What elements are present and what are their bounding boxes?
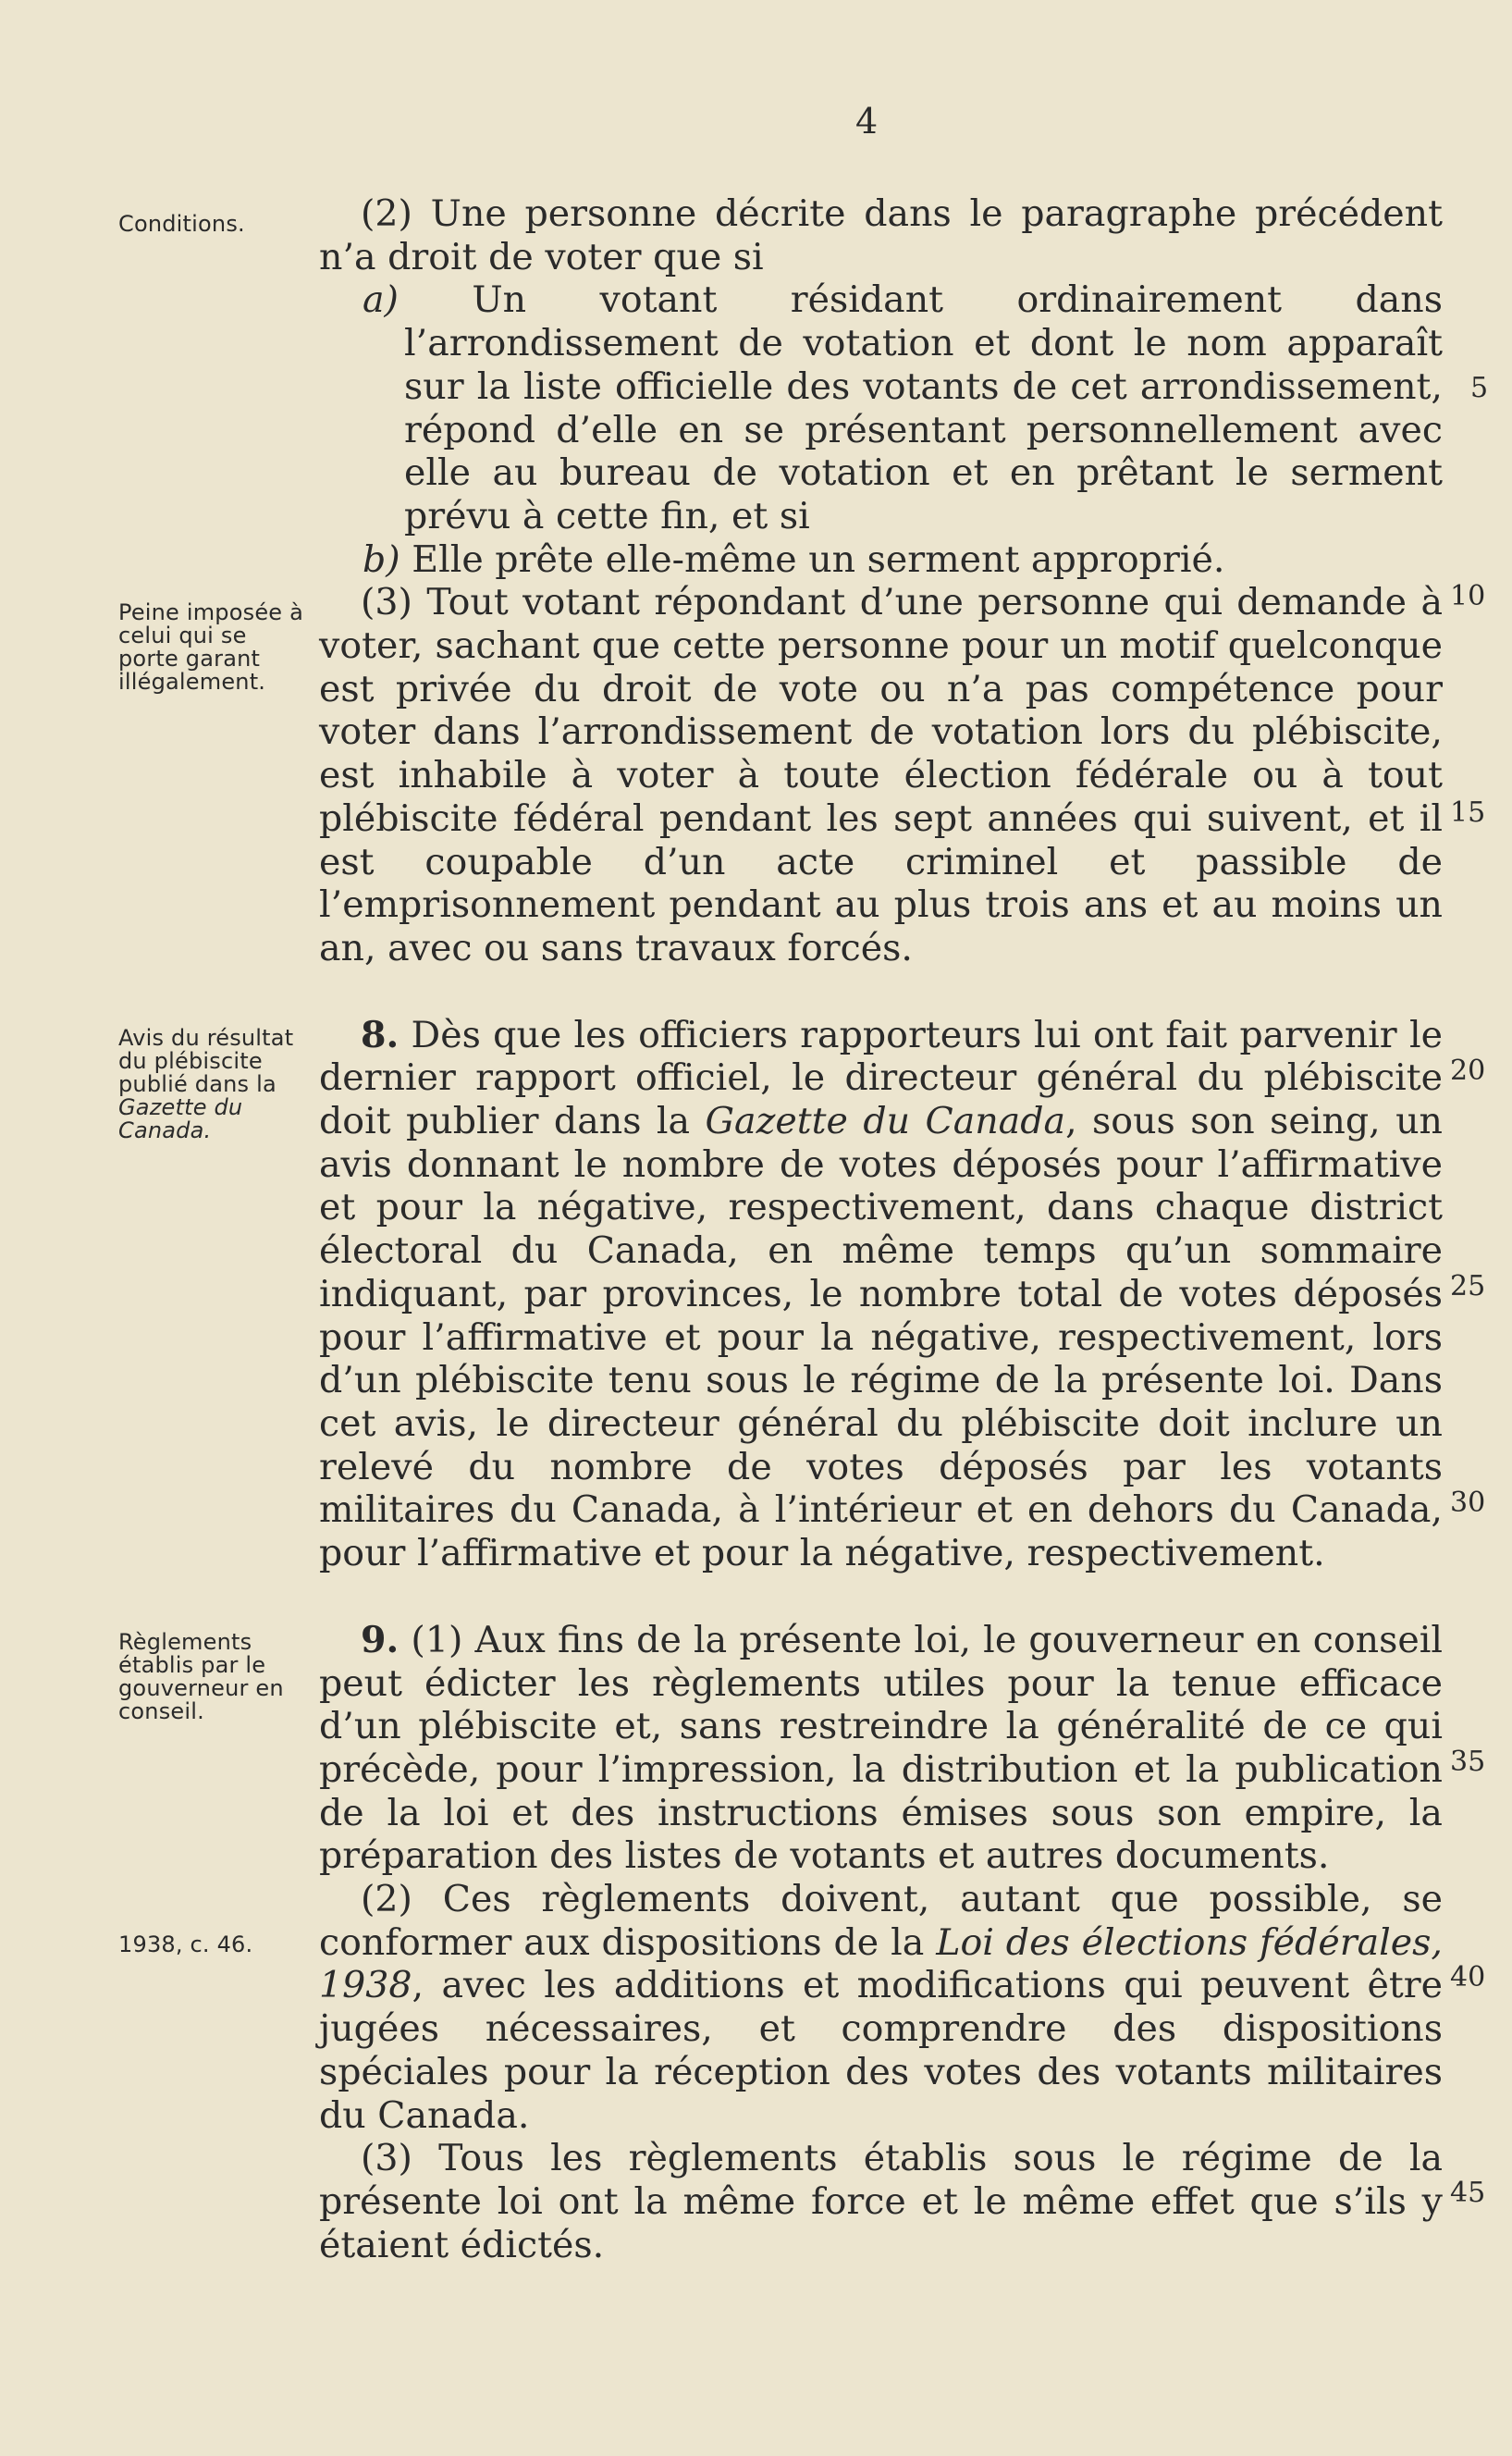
line-number: 10 — [1450, 580, 1486, 612]
item-text: Un votant résidant ordinairement dans l’arrondissement de votation et dont le nom apparaît sur la liste officielle des votants de cet arrondissement, répond d’elle en se présentant personnellement avec elle au bureau de votation et en prêtant le serment prévu à cette fin, et si — [404, 278, 1443, 537]
line-number: 35 — [1450, 1746, 1486, 1778]
section-text: , avec les additions et modifications qui peuvent être jugées nécessaires, et comprendre des dispositions spéciales pour la réception des votes des votants militaires du Canada. — [319, 1964, 1443, 2137]
item-label: b) — [363, 537, 400, 581]
section-number: 8. — [361, 1013, 400, 1056]
section-number: 9. — [361, 1618, 400, 1661]
paragraph-7-2-a — [319, 278, 1443, 537]
section-text: Dès que les officiers rapporteurs lui ont fait parvenir le dernier rapport officiel, le directeur général du plébiscite doit publier dans la — [319, 1013, 1443, 1143]
margin-note-notice — [118, 1027, 303, 1142]
margin-note-notice-text: Avis du résultat du plébiscite publié dans la — [118, 1025, 294, 1097]
section-8 — [319, 1014, 1443, 1575]
line-number: 45 — [1450, 2177, 1486, 2209]
line-number: 30 — [1450, 1487, 1486, 1519]
line-number: 5 — [1470, 372, 1489, 404]
gazette-title: Gazette du Canada — [705, 1100, 1066, 1143]
line-number: 20 — [1450, 1055, 1486, 1087]
page-number: 4 — [855, 101, 879, 142]
paragraph-7-3: (3) Tout votant répondant d’une personne qui demande à voter, sachant que cette personne pour un motif quelconque est privée du droit de vote ou n’a pas compétence pour voter dans l’arrondissement de votation lors du plébiscite, est inhabile à voter à toute élection fédérale ou à tout plébiscite fédéral pendant les sept années qui suivent, et il est coupable d’un acte criminel et passible de l’emprisonnement pendant au plus trois ans et au moins un an, avec ou sans travaux forcés. — [319, 581, 1443, 969]
line-number: 25 — [1450, 1270, 1486, 1302]
paragraph-7-2-b — [319, 538, 1443, 582]
paragraph-7-2: (2) Une personne décrite dans le paragraphe précédent n’a droit de voter que si — [319, 192, 1443, 278]
section-text: (1) Aux fins de la présente loi, le gouverneur en conseil peut édicter les règlements utiles pour la tenue efficace d’un plébiscite et, sans restreindre la généralité de ce qui précède, pour l’impression, la distribution et la publication de la loi et des instructions émises sous son empire, la préparation des listes de votants et autres documents. — [319, 1618, 1443, 1878]
line-number: 15 — [1450, 796, 1486, 829]
margin-note-reference: 1938, c. 46. — [118, 1931, 253, 1957]
section-text: , sous son seing, un avis donnant le nombre de votes déposés pour l’affirmative et pour la négative, respectivement, dans chaque district électoral du Canada, en même temps qu’un sommaire indiquant, par provinces, le nombre total de votes déposés pour l’affirmative et pour la négative, respectivement, lors d’un plébiscite tenu sous le régime de la présente loi. Dans cet avis, le directeur général du plébiscite doit inclure un relevé du nombre de votes déposés par les votants militaires du Canada, à l’intérieur et en dehors du Canada, pour l’affirmative et pour la négative, respectivement. — [319, 1100, 1443, 1575]
item-label: a) — [363, 278, 399, 322]
section-text: (2) Ces règlements doivent, autant que possible, se conformer aux dispositions de la — [319, 1878, 1443, 1964]
margin-note-penalty: Peine imposée à celui qui se porte garant illégalement. — [118, 599, 303, 695]
act-title: Loi des élections fédérales, 1938 — [319, 1920, 1443, 2007]
item-text: Elle prête elle-même un serment approprié. — [412, 537, 1225, 581]
section-9-1 — [319, 1619, 1443, 1878]
body-text — [319, 192, 1443, 2266]
margin-note-regulations: Règlements établis par le gouverneur en conseil. — [118, 1629, 284, 1724]
line-number: 40 — [1450, 1961, 1486, 1993]
section-9-3: (3) Tous les règlements établis sous le régime de la présente loi ont la même force et le même effet que s’ils y étaient édictés. — [319, 2137, 1443, 2266]
margin-note-conditions: Conditions. — [118, 211, 245, 237]
section-9-2 — [319, 1878, 1443, 2137]
margin-note-notice-gazette: Gazette du Canada. — [118, 1094, 243, 1143]
